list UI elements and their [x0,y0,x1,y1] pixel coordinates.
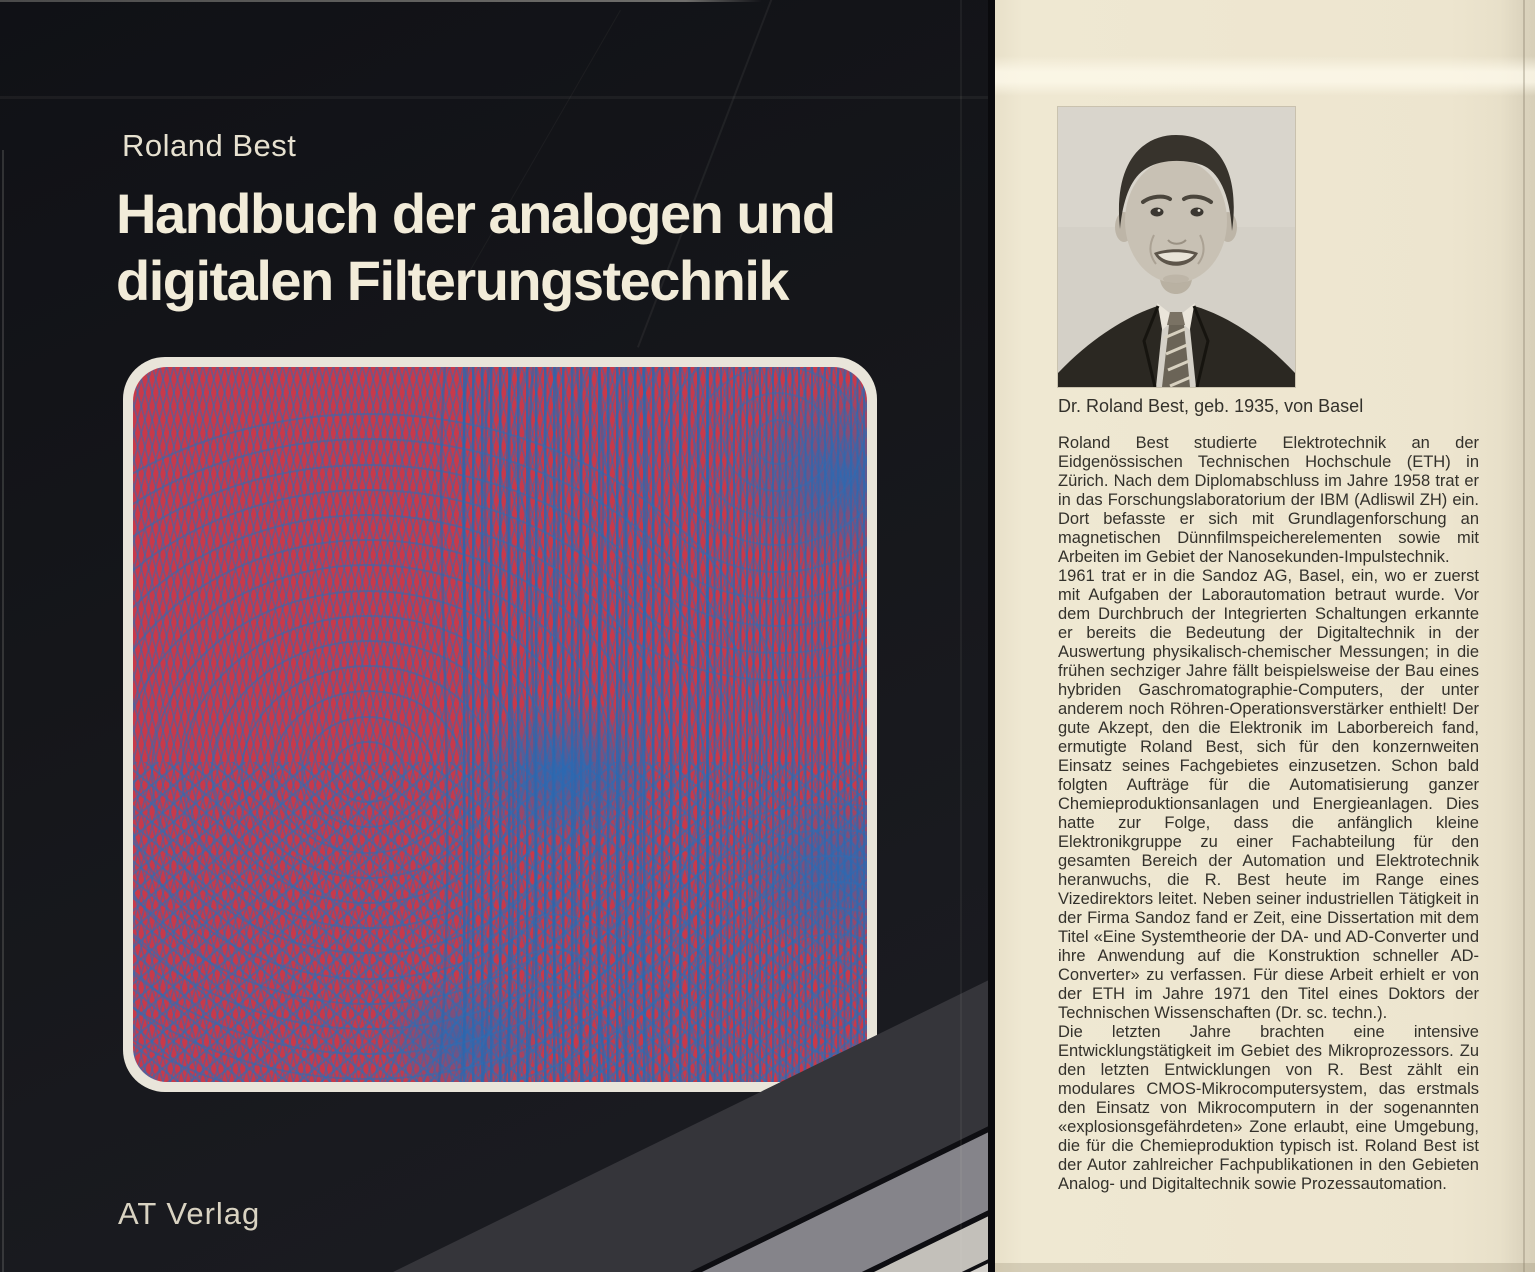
back-flap [995,0,1535,1272]
bio-paragraph: Die letzten Jahre brachten eine intensive Entwicklungstätigkeit im Gebiet des Mikroprozessors. Zu den letzten Entwicklungen von R. Best zählt ein modulares CMOS-Mikrocomputersystem, das erstmals den Einsatz von Mikrocomputern in der sogenannten «explosionsgefährdeten» Zone erlaubt, eine Umgebung, die für die Chemieproduktion typisch ist. Roland Best ist der Autor zahlreicher Fachpublikationen in den Gebieten Analog- und Digitaltechnik sowie Prozessautomation. [1058,1023,1479,1193]
bio-paragraph: Roland Best studierte Elektrotechnik an der Eidgenössischen Technischen Hochschule (ETH) in Zürich. Nach dem Diplomabschluss im Jahre 1958 trat er in das Forschungslaboratorium der IBM (Adliswil ZH) ein. Dort befasste er sich mit Grundlagenforschung an magnetischen Dünnfilmspeicherelementen sowie mit Arbeiten im Gebiet der Nanosekunden-Impulstechnik. [1058,434,1479,566]
flap-edge-crease [1523,0,1525,1272]
spine-fold-line [960,0,962,1272]
title-line-2: digitalen Filterungstechnik [116,249,789,312]
author-photo [1058,107,1295,387]
spine-edge [988,0,995,1272]
publisher-name: AT Verlag [118,1196,261,1231]
title-line-1: Handbuch der analogen und [116,182,835,245]
flap-highlight-band [995,56,1535,96]
flap-bottom-shadow [995,1263,1535,1272]
photo-caption: Dr. Roland Best, geb. 1935, von Basel [1058,396,1364,416]
author-bio [1058,434,1479,1194]
author-name: Roland Best [122,128,297,163]
bio-paragraph: 1961 trat er in die Sandoz AG, Basel, ein, wo er zuerst mit Aufgaben der Laborautomation betraut wurde. Vor dem Durchbruch der Integrierten Schaltungen erkannte er bereits die Bedeutung der Digitaltechnik in der Auswertung physikalisch-chemischer Messungen; in die frühen sechziger Jahre fällt beispielsweise der Bau eines hybriden Gaschromatographie-Computers, der unter anderem noch Röhren-Operationsverstärker enthielt! Der gute Akzept, den die Elektronik im Laborbereich fand, ermutigte Roland Best, sich für den konzernweiten Einsatz seines Fachgebietes einzusetzen. Schon bald folgten Aufträge für die Automatisierung ganzer Chemieproduktionsanlagen und Energieanlagen. Dies hatte zur Folge, dass die anfänglich kleine Elektronikgruppe zu einer Fachabteilung für den gesamten Bereich der Automation und Elektrotechnik heranwuchs, die R. Best heute im Range eines Vizedirektors leitet. Neben seiner industriellen Tätigkeit in der Firma Sandoz fand er Zeit, eine Dissertation mit dem Titel «Eine Systemtheorie der DA- und AD-Converter und ihre Anwendung auf die Konstruktion schneller AD-Converter» zu verfassen. Für diese Arbeit erhielt er von der ETH im Jahre 1971 den Titel eines Doktors der Technischen Wissenschaften (Dr. sc. techn.). [1058,567,1479,1022]
